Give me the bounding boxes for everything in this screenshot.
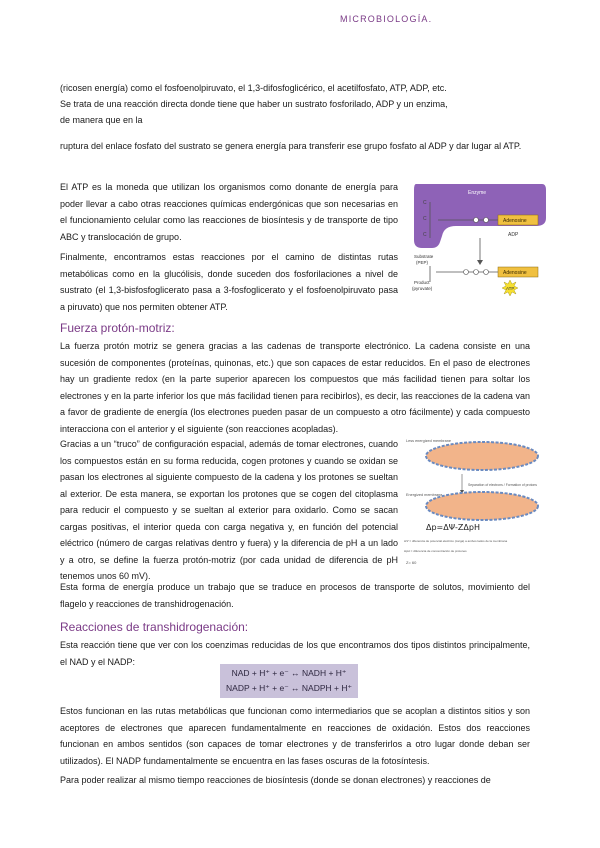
final-paragraph: Finalmente, encontramos estas reacciones por el camino de distintas rutas metabólicas como en la glucólisis, donde suceden dos fosforilaciones a nivel de sustrato (el 1,3-bisfosfoglicerato pasa a 3-fosfoglicerato y el fosfoenolpiruvato pasa a piruvato) que nos permiten obtener ATP. xyxy=(60,252,398,312)
adenosine-label: Adenosine xyxy=(503,270,527,276)
label-mid: Separation of electrons / Formation of protons xyxy=(468,483,537,487)
fuerza-paragraph-1: La fuerza protón motriz se genera gracias a las cadenas de transporte electrónico. La cadena consiste en una sucesión de componentes (proteínas, quinonas, etc.) que son capaces de estar reducidos. En el paso de electrones hay un gradiente redox (en la parte superior aparecen los compuestos que más facilidad tienen para soltar los electrones y en la parte inferior los que más facilidad tienen para recibirlos), es decir, las reacciones de la cadena van a favor de gradiente de energía (los electrones pueden pasar de un compuesto a otro fácilmente) y cada compuesto interacciona con el anterior y el siguiente (son reacciones acopladas). xyxy=(60,341,530,434)
carbon-label: C xyxy=(423,216,427,222)
phosphate-dot xyxy=(474,218,479,223)
z-value: Z= 60 xyxy=(406,560,417,565)
atp-paragraph: El ATP es la moneda que utilizan los organismos como donante de energía para poder llevar a cabo otras reacciones químicas endergónicas que son necesarias en el funcionamiento celular como las reacciones de biosíntesis y de transporte de tipo ABC y translocación de grupo. xyxy=(60,182,398,242)
membrane-bottom xyxy=(426,492,538,520)
equation-nad: NAD + H⁺ + e⁻ ↔ NADH + H⁺ xyxy=(231,668,347,678)
phosphate-dot xyxy=(474,270,479,275)
pep-label: (PEP) xyxy=(416,260,429,265)
equation-box xyxy=(220,664,358,698)
label-top: Less energized membrane xyxy=(406,439,451,443)
intro-line-2: Se trata de una reacción directa donde tiene que haber un sustrato fosforilado, ADP y un enzima, xyxy=(60,99,448,109)
substrate-label: Substrate xyxy=(414,254,434,259)
product-label: Product xyxy=(414,280,430,285)
section-title-transhidrogenacion: Reacciones de transhidrogenación: xyxy=(60,620,249,634)
label-bottom: Energized membrane xyxy=(406,493,443,497)
fuerza-paragraph-2: Gracias a un “truco” de configuración espacial, además de tomar electrones, cuando los compuestos están en su forma reducida, cogen protones y cuando se oxidan se pasan los electrones al siguiente compuesto de la cadena y los protones se sueltan al exterior. De esta manera, se exportan los protones que se cogen del citoplasma para reducir el compuesto y se sueltan al exterior para oxidarlo. Como se sacan cargas positivas, el interior queda con carga negativa y, en función del potencial eléctrico (número de cargas relativas dentro y fuera) y la diferencia de pH a un lado y a otro, se define la fuerza protón-motriz (por cada unidad de diferencia de pH tenemos unos 60 mV). xyxy=(60,439,398,581)
equation-nadp: NADP + H⁺ + e⁻ ↔ NADPH + H⁺ xyxy=(226,683,352,693)
fuerza-paragraph-3: Esta forma de energía produce un trabajo que se traduce en procesos de transporte de solutos, movimiento del flagelo y reacciones de transhidrogenación. xyxy=(60,582,530,609)
arrow-head-icon xyxy=(477,260,483,265)
rupture-paragraph: ruptura del enlace fosfato del sustrato se genera energía para transferir ese grupo fosfato al ADP y dar lugar al ATP. xyxy=(60,141,522,151)
membrane-top xyxy=(426,442,538,470)
proton-motive-figure xyxy=(404,434,549,580)
phosphate-dot xyxy=(464,270,469,275)
intro-line-3: de manera que en la xyxy=(60,115,143,125)
carbon-label: C xyxy=(423,232,427,238)
pyruvate-label: (pyruvate) xyxy=(412,286,433,291)
carbon-label: C xyxy=(423,200,427,206)
def-delta-ph: ΔpH = diferencia de concentración de protones xyxy=(404,549,467,553)
adenosine-label: Adenosine xyxy=(503,218,527,224)
substrate-phosphorylation-figure xyxy=(408,178,548,298)
adp-label: ADP xyxy=(508,232,519,238)
section-title-fuerza: Fuerza protón-motriz: xyxy=(60,321,175,335)
enzyme-label: Enzyme xyxy=(468,190,487,196)
trans-paragraph-3: Para poder realizar al mismo tiempo reacciones de biosíntesis (donde se donan electrones) y reacciones de xyxy=(60,775,491,785)
trans-paragraph-2: Estos funcionan en las rutas metabólicas que funcionan como intermediarios que se acoplan a distintos sitios y son aceptores de electrones que aparecen fundamentalmente en reacciones de oxidación. Estos dos reacciones funcionan en ambos sentidos (son capaces de tomar electrones y de transferirlos a otro lugar donde deban ser utilizados). El NADP fundamentalmente se encuentra en las fases oscuras de la fotosíntesis. xyxy=(60,706,530,766)
def-delta-psi: ΔΨ = diferencia de potencial eléctrico (carga) a ambos lados de la membrana xyxy=(404,539,508,543)
trans-paragraph-1: Esta reacción tiene que ver con los coenzimas reducidas de los que encontramos dos tipos distintos principalmente, el NAD y el NADP: xyxy=(60,640,530,667)
formula: Δp=ΔΨ-ZΔpH xyxy=(426,523,480,532)
atp-label: ATP xyxy=(506,286,515,291)
intro-line-1: (ricosen energía) como el fosfoenolpiruvato, el 1,3-difosfoglicérico, el acetilfosfato, ATP, ADP, etc. xyxy=(60,83,447,93)
phosphate-dot xyxy=(484,218,489,223)
phosphate-dot xyxy=(484,270,489,275)
page-header: MICROBIOLOGÍA. xyxy=(340,14,433,24)
